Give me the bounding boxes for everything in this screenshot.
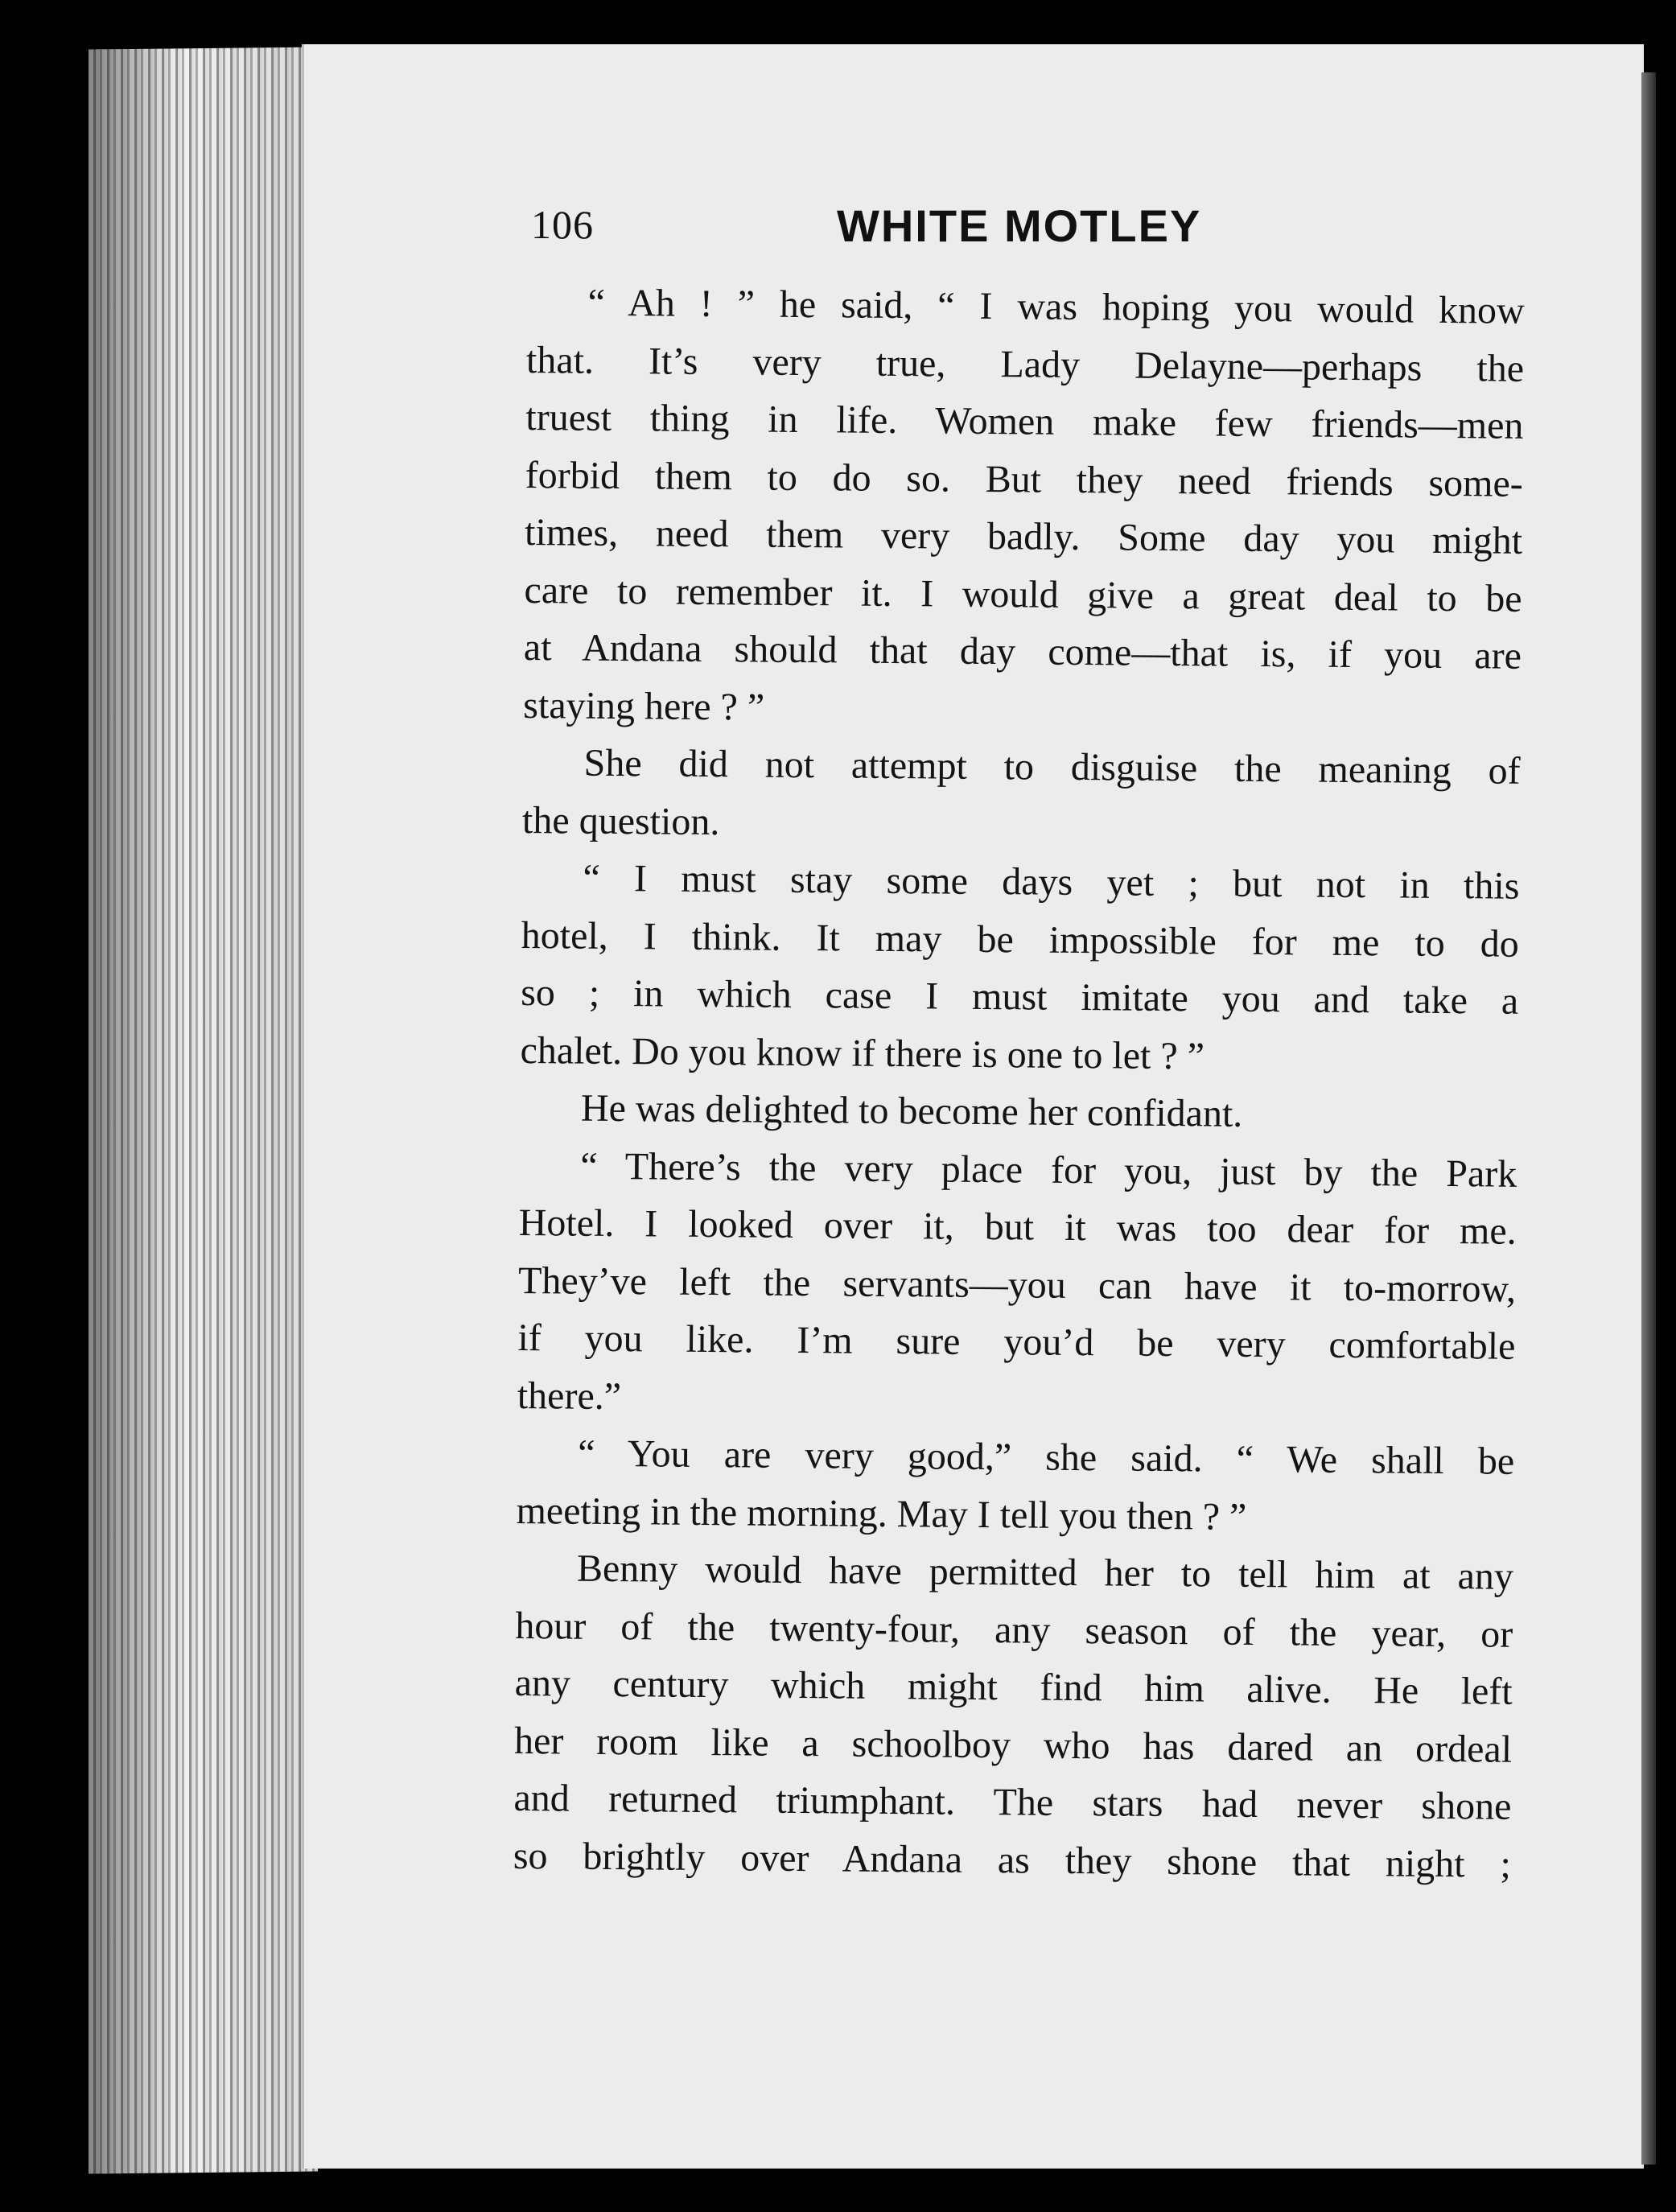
- text-line: if you like. I’m sure you’d be very comfortable: [517, 1316, 1516, 1368]
- text-line: and returned triumphant. The stars had never shone: [513, 1776, 1512, 1828]
- text-line: any century which might find him alive. He left: [514, 1661, 1513, 1713]
- text-line: He was delighted to become her confidant.: [580, 1086, 1243, 1135]
- text-line: chalet. Do you know if there is one to let ? ”: [520, 1028, 1205, 1077]
- text-line: her room like a schoolboy who has dared an ordeal: [513, 1719, 1513, 1771]
- text-line: truest thing in life. Women make few friends—men: [525, 395, 1524, 447]
- text-line: times, need them very badly. Some day you might: [524, 510, 1523, 562]
- text-line: there.”: [517, 1374, 622, 1418]
- book-edge-shadow: [89, 47, 318, 2174]
- text-line: at Andana should that day come—that is, if you are: [523, 625, 1522, 678]
- text-line: meeting in the morning. May I tell you then ? ”: [516, 1489, 1247, 1539]
- text-line: “ Ah ! ” he said, “ I was hoping you would know: [587, 281, 1525, 332]
- page-number: 106: [531, 202, 594, 247]
- text-line: staying here ? ”: [523, 683, 765, 729]
- text-line: She did not attempt to disguise the meaning of: [583, 741, 1521, 793]
- text-line: so ; in which case I must imitate you and take a: [520, 970, 1519, 1023]
- text-line: Hotel. I looked over it, but it was too dear for me.: [518, 1201, 1517, 1253]
- text-line: Benny would have permitted her to tell him at any: [576, 1547, 1514, 1598]
- running-title: WHITE MOTLEY: [837, 200, 1202, 251]
- text-line: They’ve left the servants—you can have it to-morrow,: [517, 1258, 1517, 1311]
- text-line: forbid them to do so. But they need friends some-: [525, 453, 1524, 505]
- text-line: the question.: [521, 798, 720, 843]
- text-line: so brightly over Andana as they shone that night ;: [513, 1834, 1512, 1886]
- text-line: hour of the twenty-four, any season of the year, or: [515, 1604, 1513, 1656]
- text-line: “ I must stay some days yet ; but not in this: [583, 856, 1520, 908]
- text-line: “ There’s the very place for you, just by the Park: [580, 1144, 1517, 1196]
- text-line: that. It’s very true, Lady Delayne—perhaps the: [525, 338, 1525, 390]
- text-line: hotel, I think. It may be impossible for me to do: [521, 913, 1520, 966]
- text-line: “ You are very good,” she said. “ We shall be: [577, 1431, 1515, 1483]
- body-text: [513, 274, 1525, 1893]
- page-right-edge: [1641, 72, 1656, 2165]
- page-header: [531, 193, 1529, 266]
- text-line: care to remember it. I would give a great deal to be: [524, 568, 1522, 620]
